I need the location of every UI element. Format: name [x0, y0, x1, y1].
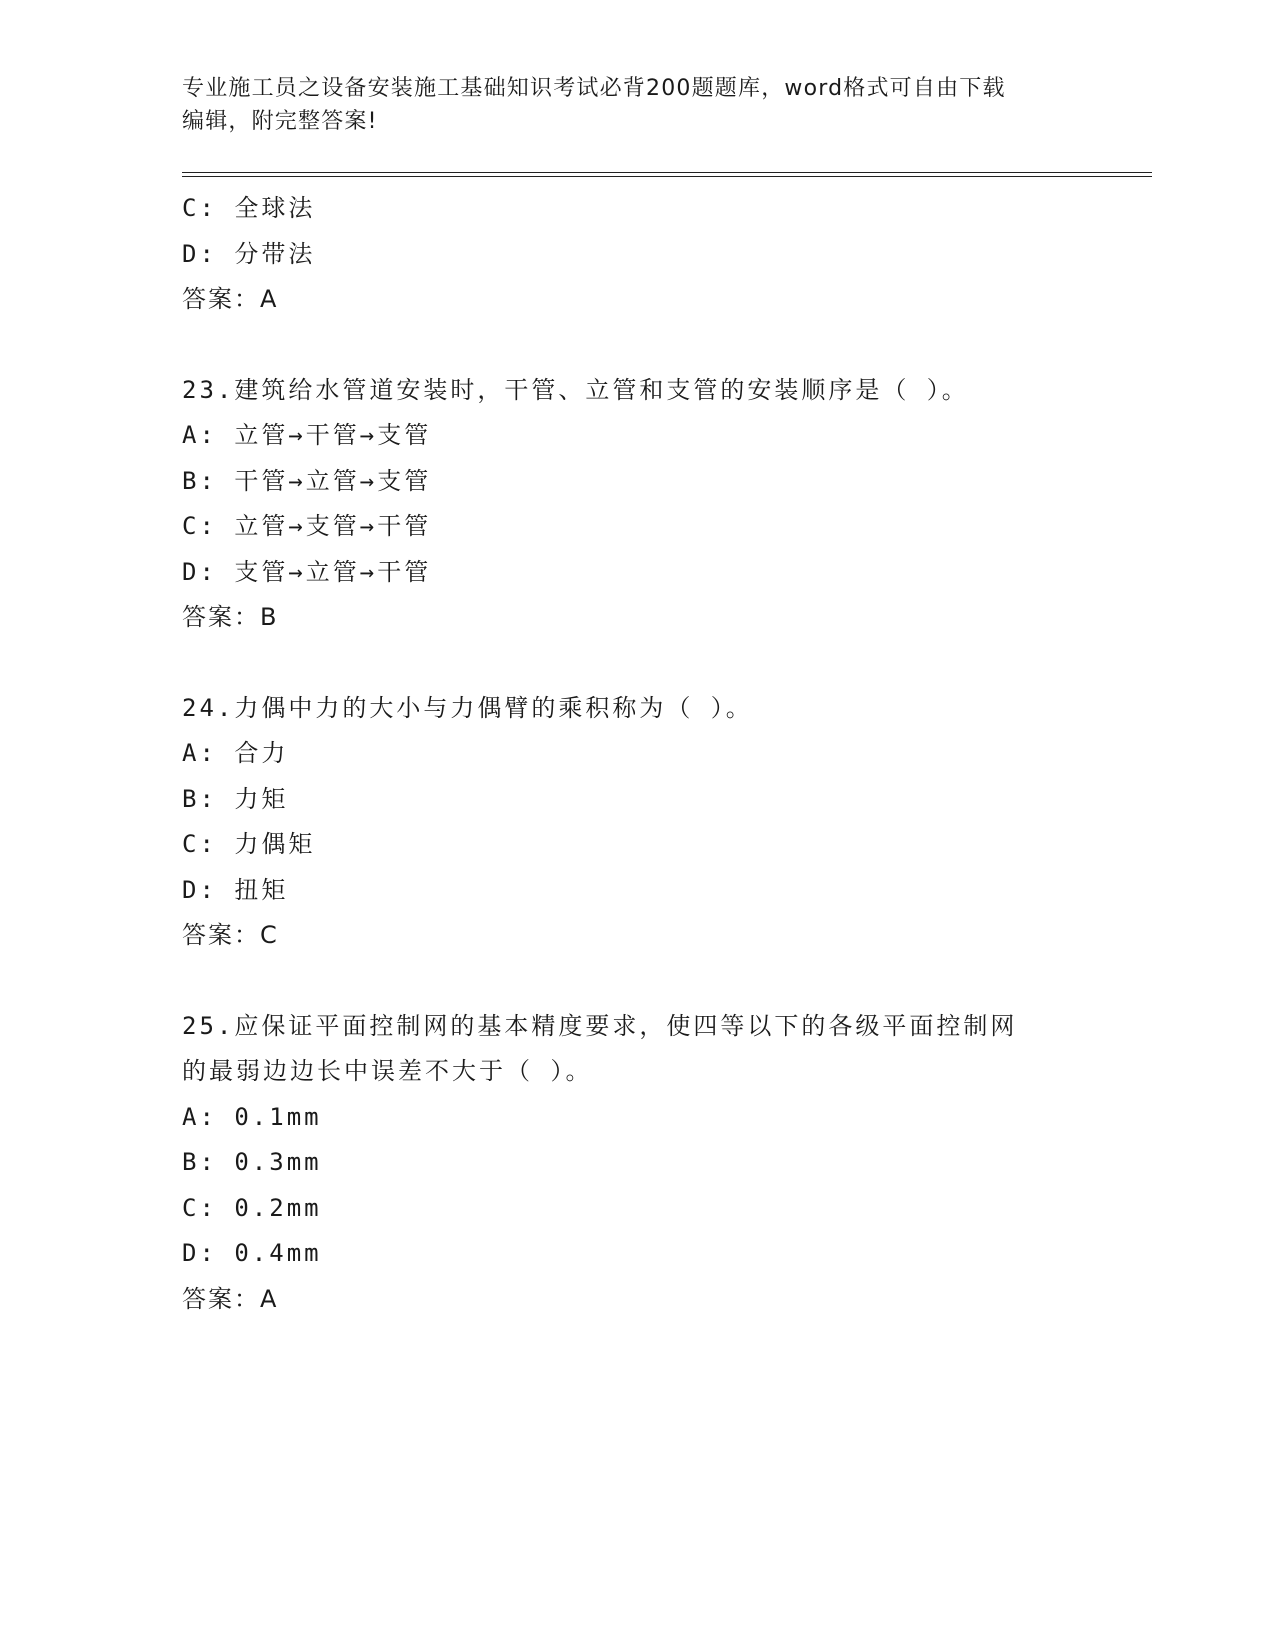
question-22-tail	[182, 186, 1082, 323]
option-d: D: 支管→立管→干管	[182, 557, 432, 586]
spacer	[182, 641, 1082, 686]
question-25	[182, 1004, 1082, 1323]
answer: 答案：C	[182, 921, 279, 949]
option-a: A: 合力	[182, 739, 289, 767]
option-b: B: 0.3mm	[182, 1148, 322, 1176]
question-stem: 24.力偶中力的大小与力偶臂的乘积称为（ ）。	[182, 693, 753, 722]
option-c: C: 0.2mm	[182, 1193, 322, 1222]
question-23	[182, 368, 1082, 641]
question-list	[182, 186, 1082, 1322]
option-d: D: 扭矩	[182, 875, 289, 904]
question-stem: 23.建筑给水管道安装时，干管、立管和支管的安装顺序是（ ）。	[182, 375, 969, 404]
question-24	[182, 686, 1082, 959]
spacer	[182, 959, 1082, 1004]
option-d: D: 0.4mm	[182, 1239, 322, 1267]
answer: 答案：B	[182, 603, 279, 631]
spacer	[182, 323, 1082, 368]
option-c: C: 力偶矩	[182, 830, 316, 858]
answer: 答案：A	[182, 1284, 279, 1313]
option-a: A: 立管→干管→支管	[182, 421, 432, 449]
header-title-line2: 编辑，附完整答案!	[182, 109, 378, 134]
question-stem-line2: 的最弱边边长中误差不大于（ ）。	[182, 1057, 593, 1085]
option-a: A: 0.1mm	[182, 1102, 322, 1131]
option-b: B: 力矩	[182, 784, 289, 813]
option-c: C: 全球法	[182, 194, 316, 222]
header-double-rule	[182, 172, 1152, 177]
header-title-line1: 专业施工员之设备安装施工基础知识考试必背200题题库，word格式可自由下载	[182, 76, 1006, 101]
answer: 答案：A	[182, 285, 279, 313]
document-header	[182, 72, 1082, 138]
option-c: C: 立管→支管→干管	[182, 512, 432, 540]
question-stem-line1: 25.应保证平面控制网的基本精度要求，使四等以下的各级平面控制网	[182, 1011, 1018, 1040]
option-b: B: 干管→立管→支管	[182, 466, 432, 495]
option-d: D: 分带法	[182, 239, 316, 268]
